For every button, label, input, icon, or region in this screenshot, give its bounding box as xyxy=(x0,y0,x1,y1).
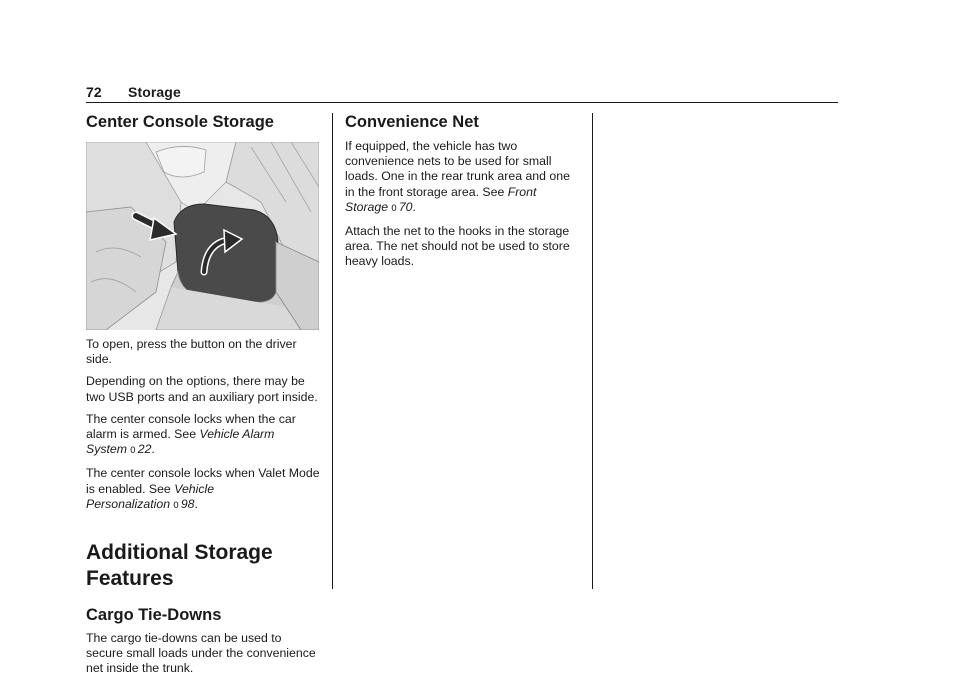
cargo-tie-downs-paragraph: The cargo tie-downs can be used to secure small loads under the convenience net inside the trunk. xyxy=(86,631,316,676)
page-number: 72 xyxy=(86,84,102,100)
cargo-tie-downs-heading: Cargo Tie-Downs xyxy=(86,606,222,625)
center-console-illustration xyxy=(86,142,319,330)
console-valet-paragraph: The center console locks when Valet Mode is enabled. See Vehicle Personalization 0 98. xyxy=(86,466,320,511)
console-alarm-paragraph: The center console locks when the car alarm is armed. See Vehicle Alarm System 0 22. xyxy=(86,411,296,457)
page-header xyxy=(86,84,838,100)
section-name: Storage xyxy=(128,84,181,100)
page-ref-icon: 0 xyxy=(173,500,179,511)
page-ref-icon: 0 xyxy=(391,203,397,214)
console-open-paragraph: To open, press the button on the driver side. xyxy=(86,337,297,367)
header-rule xyxy=(86,102,838,103)
column-divider-left xyxy=(332,113,333,589)
center-console-heading: Center Console Storage xyxy=(86,113,274,131)
convenience-net-paragraph: If equipped, the vehicle has two convenience nets to be used for small loads. One in the rear trunk area and one in the front storage area. See Front Storage 0 70. xyxy=(345,139,570,214)
console-ports-paragraph: Depending on the options, there may be two USB ports and an auxiliary port inside. xyxy=(86,374,318,404)
left-column xyxy=(86,112,320,677)
convenience-net-heading: Convenience Net xyxy=(345,113,479,131)
net-attach-paragraph: Attach the net to the hooks in the storage area. The net should not be used to store heavy loads. xyxy=(345,224,570,269)
middle-column xyxy=(345,112,579,270)
vehicle-alarm-link[interactable]: Vehicle Alarm System 0 22 xyxy=(86,427,275,457)
additional-storage-title: Additional Storage Features xyxy=(86,541,273,591)
front-storage-link[interactable]: Front Storage 0 70 xyxy=(345,184,537,214)
column-divider-right xyxy=(592,113,593,589)
page-ref-icon: 0 xyxy=(130,446,136,457)
vehicle-personalization-link[interactable]: Vehicle Personalization 0 98 xyxy=(86,481,215,511)
